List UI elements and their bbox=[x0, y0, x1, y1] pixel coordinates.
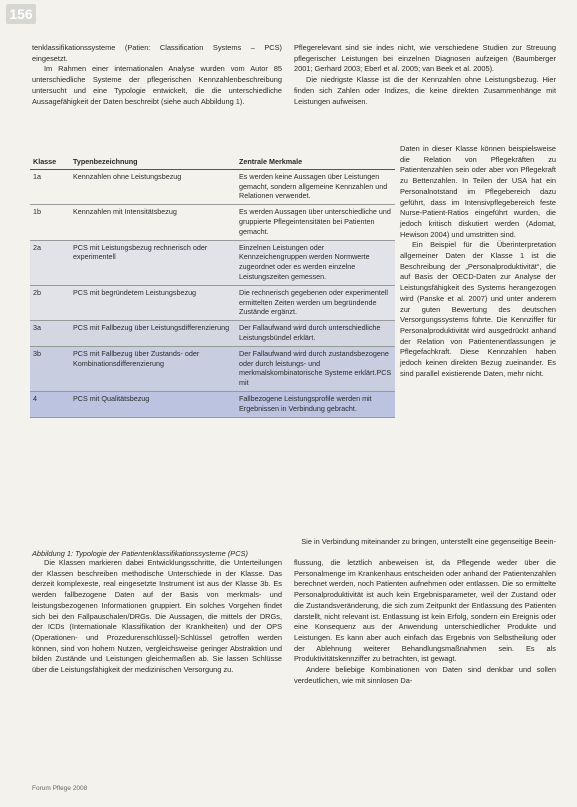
page-footer: Forum Pflege 2008 bbox=[32, 785, 88, 792]
figure-caption: Abbildung 1: Typologie der Patientenklassifikationssysteme (PCS) bbox=[32, 549, 248, 558]
left-column-top bbox=[32, 43, 282, 107]
paragraph: tenklassifikationssysteme (Patien: Classification Systems – PCS) eingesetzt. bbox=[32, 43, 282, 63]
paragraph: Daten in dieser Klasse können beispielsweise die Relation von Pflegekräften zu Patientenzahlen sein oder aber von Pflegekraft zu Bettenzahlen. In Teilen der USA hat ein Personalnotstand im Pflegebereich dazu geführt, dass im Intensivpflegebereich feste Nurse-Patient-Ratios eingeführt wurden, die jedoch kritisch diskutiert werden (Adomat, Hewison 2004) und umstritten sind. bbox=[400, 144, 556, 239]
paragraph-tail: Sie in Verbindung miteinander zu bringen, unterstellt eine gegenseitige Beein- bbox=[301, 537, 556, 546]
type-cell: Kennzahlen ohne Leistungsbezug bbox=[70, 169, 236, 204]
table-row bbox=[30, 240, 395, 285]
feature-cell: Es werden Aussagen über unterschiedliche und gruppierte Pflegeintensitäten bei Patienten gemacht. bbox=[236, 205, 395, 240]
type-cell: PCS mit Fallbezug über Zustands- oder Kombinationsdifferenzierung bbox=[70, 346, 236, 391]
class-cell: 4 bbox=[30, 391, 70, 417]
paragraph: Die niedrigste Klasse ist die der Kennzahlen ohne Leistungsbezug. Hier finden sich Zahlen oder Indizes, die keine direkten Zusammenhänge mit Leistungen aufweisen. bbox=[294, 75, 556, 106]
feature-cell: Einzelnen Leistungen oder Kennzeichengruppen werden Normwerte zugeordnet oder es werden einzelne Leistungszeiten gemessen. bbox=[236, 240, 395, 285]
type-cell: PCS mit Qualitätsbezug bbox=[70, 391, 236, 417]
paragraph: Andere beliebige Kombinationen von Daten sind denkbar und sollen verdeutlichen, wie mit sinnlosen Da- bbox=[294, 665, 556, 685]
class-cell: 2b bbox=[30, 285, 70, 320]
table-row bbox=[30, 169, 395, 204]
class-cell: 3b bbox=[30, 346, 70, 391]
type-cell: PCS mit Fallbezug über Leistungsdifferenzierung bbox=[70, 321, 236, 347]
paragraph: Im Rahmen einer internationalen Analyse wurden vom Autor 85 unterschiedliche Systeme der pflegerischen Kennzahlenbeschreibung untersucht und eine Typologie entwickelt, die die unterschiedliche Aussagefähigkeit der Daten beschreibt (siehe auch Abbildung 1). bbox=[32, 64, 282, 106]
paragraph: Die Klassen markieren dabei Entwicklungsschritte, die Unterteilungen der Klassen beschreiben methodische Unterschiede in der Klasse. Das derzeit komplexeste, real eingesetzte Instrument ist aus der Klasse 3b. Es werden fallbezogene Daten auf der Basis von merkmals- und leistungsbezogenen Informationen gruppiert. Ein solches Vorgehen findet sich bei den Fallpauschalen/DRGs. Die Aussagen, die mittels der DRGs, der ICDs (Internationale Klassifikation der Krankheiten) und der OPS (Operationen- und Prozedurenschlüssel)-Schlüssel getroffen werden können, sind von hohem Nutzen, vergleichsweise geringer Abstraktion und bilden Zustände und Leistungen gleichermaßen ab. Sie lassen Schlüsse über die Leistungsfähigkeit der medizinischen Versorgung zu. bbox=[32, 558, 282, 675]
type-cell: Kennzahlen mit Intensitätsbezug bbox=[70, 205, 236, 240]
type-cell: PCS mit Leistungsbezug rechnerisch oder experimentell bbox=[70, 240, 236, 285]
table-row bbox=[30, 346, 395, 391]
right-column-wrap bbox=[400, 144, 556, 379]
column-header: Zentrale Merkmale bbox=[236, 155, 395, 169]
table-row bbox=[30, 285, 395, 320]
left-column-bottom bbox=[32, 558, 282, 676]
feature-cell: Der Fallaufwand wird durch unterschiedliche Leistungsbündel erklärt. bbox=[236, 321, 395, 347]
table-row bbox=[30, 205, 395, 240]
paragraph: Pflegerelevant sind sie indes nicht, wie verschiedene Studien zur Streuung pflegerischer Leistungen bei einzelnen Diagnosen aufzeigen (Baumberger 2001; Gerhard 2003; Eberl et al. 2005; van Beek et al. 2005). bbox=[294, 43, 556, 74]
table-row bbox=[30, 321, 395, 347]
typology-table bbox=[30, 155, 395, 418]
right-column-bottom bbox=[294, 558, 556, 686]
feature-cell: Es werden keine Aussagen über Leistungen gemacht, sondern allgemeine Kennzahlen und Relationen verwendet. bbox=[236, 169, 395, 204]
table-header-row bbox=[30, 155, 395, 169]
column-header: Klasse bbox=[30, 155, 70, 169]
feature-cell: Fallbezogene Leistungsprofile werden mit Ergebnissen in Verbindung gebracht. bbox=[236, 391, 395, 417]
paragraph: Ein Beispiel für die Überinterpretation allgemeiner Daten der Klasse 1 ist die Beschreibung der „Personalproduktivität“, die auf Basis der OECD-Daten zur Analyse der Leistungsfähigkeit des Systems herangezogen wird (Panske et al. 2007) und unter anderem zur guten Bewertung des deutschen Versorgungssystems führte. Die Kennziffer für Personalproduktivität wird ausgedrückt anhand der Relation von Patientenentlassungen je Pflegefachkraft. Diese Kennzahlen haben jedoch keinen direkten Bezug zueinander. Es sind parallel existierende Daten, mehr nicht. bbox=[400, 240, 556, 378]
feature-cell: Der Fallaufwand wird durch zustandsbezogene oder durch leistungs- und merkmalskombinatorische Systeme erklärt.PCS mit bbox=[236, 346, 395, 391]
page-number: 156 bbox=[6, 4, 36, 24]
right-column-top bbox=[294, 43, 556, 107]
class-cell: 2a bbox=[30, 240, 70, 285]
class-cell: 1a bbox=[30, 169, 70, 204]
column-header: Typenbezeichnung bbox=[70, 155, 236, 169]
paragraph: flussung, die letztlich anbeweisen ist, da Pflegende weder über die Personalmenge im Krankenhaus entscheiden oder anhand der Patientenzahlen berechnet werden, noch Patienten aufnehmen oder entlassen. Die so ermittelte Personalproduktivität ist auch kein Ergebnisparameter, weil der Zustand oder die Zustandsveränderung, die sich zum Zeitpunkt der Entlassung des Patienten darstellt, nicht relevant ist. Entlassung ist kein Erfolg, sondern ein Ereignis oder eine Konsequenz aus der Anwendung unterschiedlicher Produkte und Leistungen. Es kann aber auch einfach das Ergebnis von Selbstheilung oder der Ablehnung weiterer Behandlungsmaßnahmen sein. Es als Produktivitätskennziffer zu betrachten, ist gewagt. bbox=[294, 558, 556, 664]
class-cell: 3a bbox=[30, 321, 70, 347]
table-row bbox=[30, 391, 395, 417]
feature-cell: Die rechnerisch gegebenen oder experimentell ermittelten Zeiten werden um begründende Zustände ergänzt. bbox=[236, 285, 395, 320]
class-cell: 1b bbox=[30, 205, 70, 240]
type-cell: PCS mit begründetem Leistungsbezug bbox=[70, 285, 236, 320]
